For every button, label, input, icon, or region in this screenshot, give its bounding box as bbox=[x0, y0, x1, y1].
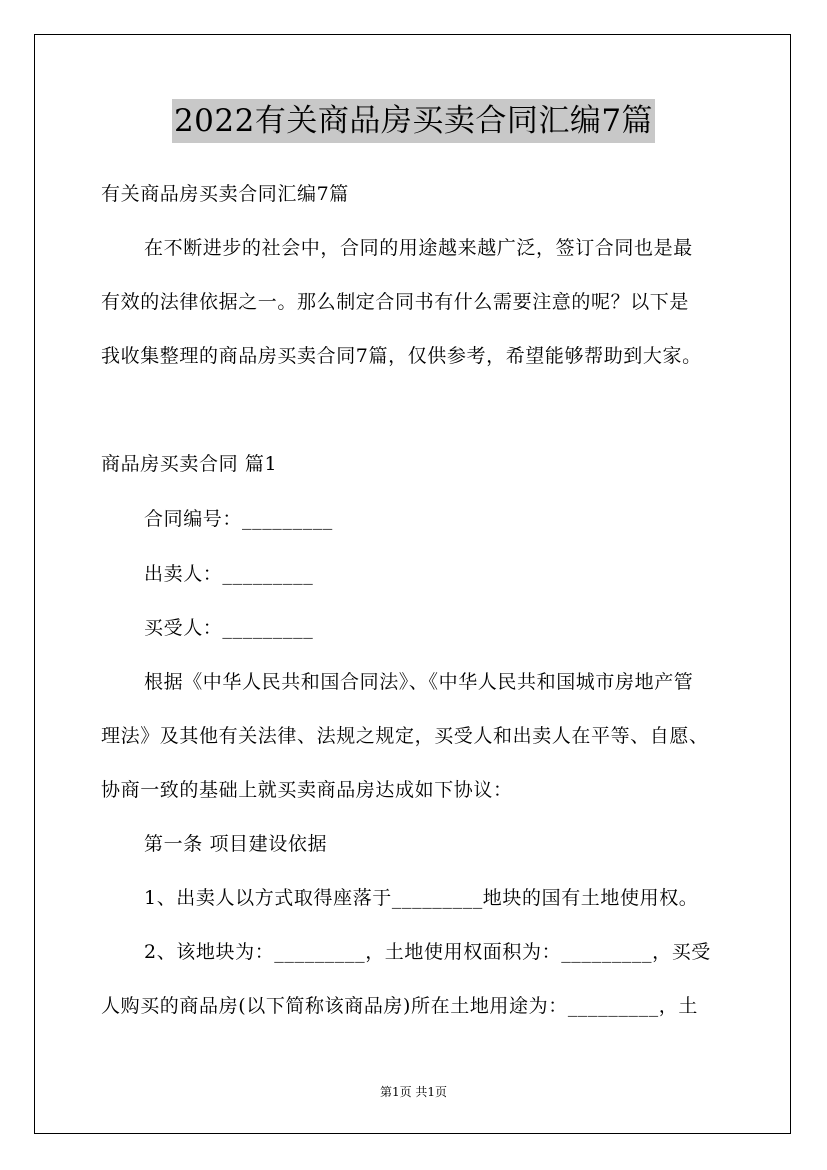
page-footer: 第1页 共1页 bbox=[379, 1085, 448, 1099]
title-container bbox=[0, 99, 827, 143]
clause-line: 1、出卖人以方式取得座落于_________地块的国有土地使用权。 bbox=[144, 887, 699, 909]
paragraph-line: 根据《中华人民共和国合同法》、《中华人民共和国城市房地产管 bbox=[144, 671, 694, 693]
clause-line: 2、该地块为：_________，土地使用权面积为：_________，买受 bbox=[144, 941, 711, 963]
contract-number-field: 合同编号：_________ bbox=[144, 508, 333, 530]
article-heading: 第一条 项目建设依据 bbox=[144, 833, 328, 855]
paragraph-line: 协商一致的基础上就买卖商品房达成如下协议： bbox=[101, 779, 513, 801]
paragraph-line: 理法》及其他有关法律、法规之规定，买受人和出卖人在平等、自愿、 bbox=[101, 725, 709, 747]
paragraph-line: 在不断进步的社会中，合同的用途越来越广泛，签订合同也是最 bbox=[144, 237, 693, 259]
buyer-field: 买受人：_________ bbox=[144, 617, 314, 639]
paragraph-line: 我收集整理的商品房买卖合同7篇，仅供参考，希望能够帮助到大家。 bbox=[101, 345, 702, 367]
subtitle-line: 有关商品房买卖合同汇编7篇 bbox=[101, 183, 349, 205]
document-title: 2022有关商品房买卖合同汇编7篇 bbox=[172, 99, 655, 143]
section-heading: 商品房买卖合同 篇1 bbox=[101, 453, 278, 475]
seller-field: 出卖人：_________ bbox=[144, 563, 314, 585]
clause-line: 人购买的商品房(以下简称该商品房)所在土地用途为：_________，土 bbox=[101, 995, 698, 1017]
paragraph-line: 有效的法律依据之一。那么制定合同书有什么需要注意的呢？以下是 bbox=[101, 291, 690, 313]
